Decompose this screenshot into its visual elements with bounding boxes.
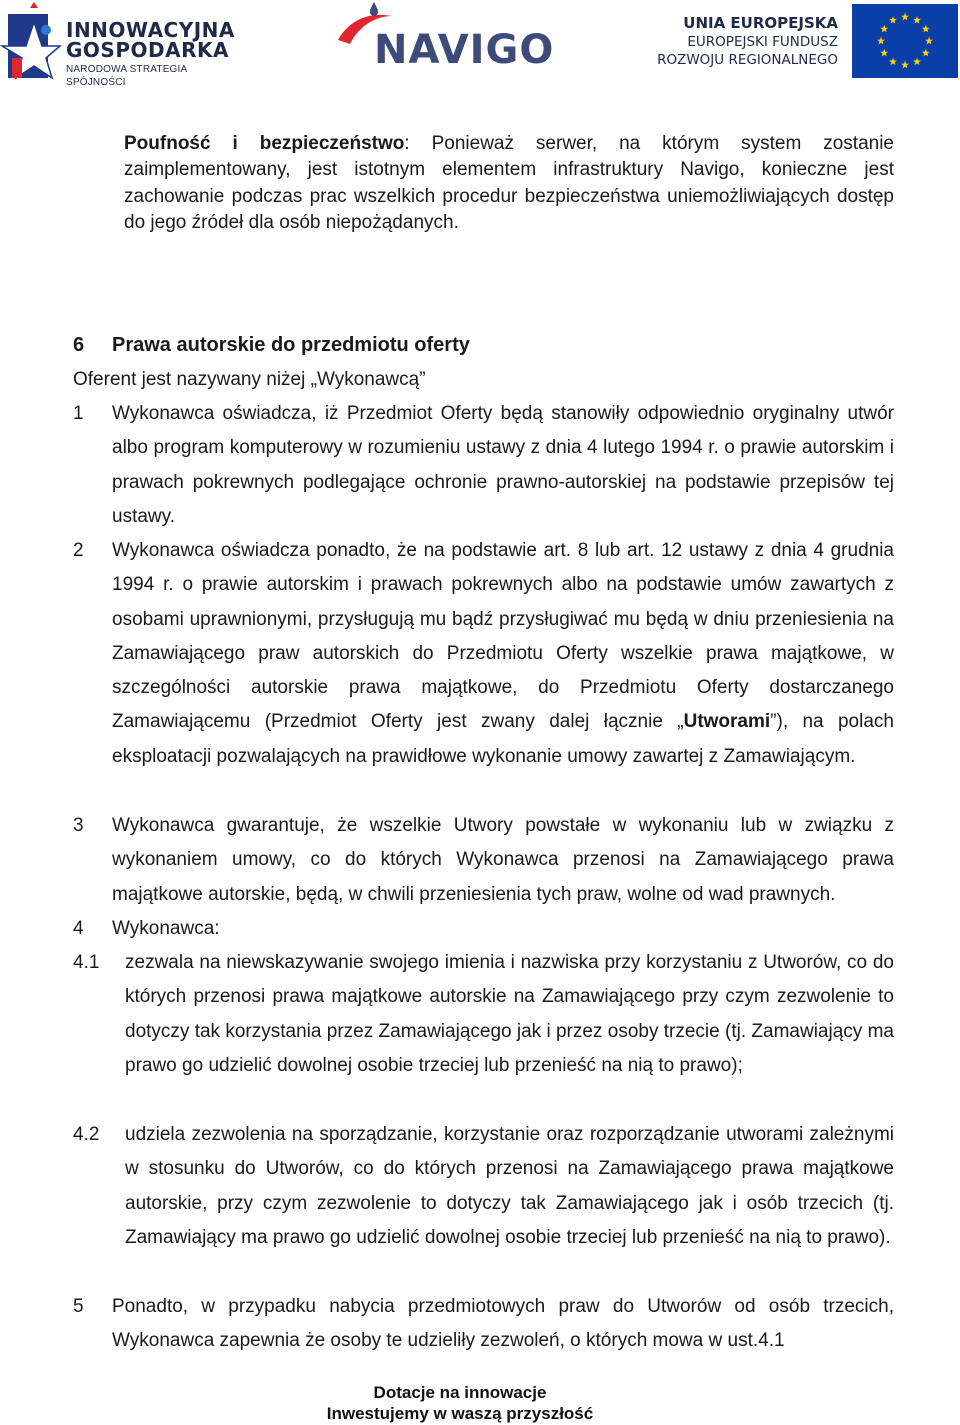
section-heading — [73, 332, 470, 358]
logo-line-fundusz: EUROPEJSKI FUNDUSZ — [687, 34, 838, 50]
intro-bold-lead: Poufność i bezpieczeństwo — [124, 133, 405, 154]
logo-line-rozwoju: ROZWOJU REGIONALNEGO — [657, 52, 838, 68]
section-lead: Oferent jest nazywany niżej „Wykonawcą” — [73, 369, 426, 390]
list-item-number: 5 — [73, 1296, 84, 1317]
footer-line-dotacje: Dotacje na innowacje — [373, 1383, 547, 1402]
list-item-number: 4 — [73, 918, 84, 939]
logo-line-unia: UNIA EUROPEJSKA — [683, 14, 838, 32]
list-item-number: 4.2 — [73, 1124, 100, 1145]
list-item-text: Wykonawca: — [112, 918, 220, 939]
list-item-text: Ponadto, w przypadku nabycia przedmiotowych praw do Utworów od osób trzecich, Wykonawca zapewnia że osoby te udzieliły zezwoleń, o których mowa w ust.4.1 — [112, 1296, 894, 1352]
section-title: Prawa autorskie do przedmiotu oferty — [112, 334, 470, 356]
footer-line-inwestujemy: Inwestujemy w waszą przyszłość — [326, 1404, 594, 1423]
innowacyjna-gospodarka-logo — [0, 0, 240, 88]
logo-line-innowacyjna: INNOWACYJNA — [66, 18, 235, 42]
list-item-bold-term: Utworami — [683, 711, 771, 733]
page-footer — [0, 1382, 920, 1424]
eu-flag-icon — [852, 4, 958, 78]
list-item-text-a: Wykonawca oświadcza ponadto, że na podstawie art. 8 lub art. 12 ustawy z dnia 4 grudnia 1994 r. o prawie autorskim i prawach pokrewnych albo na podstawie umów zawartych z osobami uprawnionymi, przysługują mu bądź przysługiwać mu będą w dniu przeniesienia na Zamawiającego praw autorskich do Przedmiotu Oferty wszelkie prawa majątkowe, w szczególności autorskie prawa majątkowe, do Przedmiotu Oferty dostarczanego Zamawiającemu (Przedmiot Oferty jest zwany dalej łącznie „ — [112, 540, 894, 733]
list-item-text: Wykonawca gwarantuje, że wszelkie Utwory powstałe w wykonaniu lub w związku z wykonaniem umowy, co do których Wykonawca przenosi na Zamawiającego prawa majątkowe autorskie, będą, w chwili przeniesienia tych praw, wolne od wad prawnych. — [112, 815, 894, 905]
list-item-text — [112, 534, 894, 774]
section-number: 6 — [73, 334, 85, 356]
eu-fund-logo — [640, 0, 960, 82]
list-item-number: 3 — [73, 815, 84, 836]
intro-paragraph — [124, 131, 894, 236]
intro-text: : Ponieważ serwer, na którym system zostanie zaimplementowany, jest istotnym elementem infrastruktury Navigo, konieczne jest zachowanie podczas prac wszelkich procedur bezpieczeństwa uniemożliwiających dostęp do jego źródeł dla osób niepożądanych. — [124, 133, 894, 233]
navigo-wordmark: NAVIGO — [374, 27, 555, 73]
list-item-number: 1 — [73, 403, 84, 424]
list-item-text: zezwala na niewskazywanie swojego imienia i nazwiska przy korzystaniu z Utworów, co do których przenosi prawa majątkowe autorskie na Zamawiającego przy czym zezwolenie to dotyczy tak korzystania przez Zamawiającego jak i przez osoby trzecie (tj. Zamawiający ma prawo go udzielić dowolnej osobie trzeciej lub przenieść na nią to prawo); — [125, 952, 894, 1076]
list-item-text-b: ”), na polach eksploatacji pozwalających na prawidłowe wykonanie umowy zawartej z Zamawiającym. — [112, 711, 894, 767]
star-emblem-icon — [0, 0, 62, 82]
list-item-text: udziela zezwolenia na sporządzanie, korzystanie oraz rozporządzanie utworami zależnymi w stosunku do Utworów, co do których przenosi na Zamawiającego prawa majątkowe autorskie, przy czym zezwolenie to dotyczy tak Zamawiającego jak i osób trzecich (tj. Zamawiający ma prawo go udzielić dowolnej osobie trzeciej lub przenieść na nią to prawo). — [125, 1124, 894, 1248]
navigo-logo — [330, 0, 560, 78]
list-item-text: Wykonawca oświadcza, iż Przedmiot Oferty będą stanowiły odpowiednio oryginalny utwór albo program komputerowy w rozumieniu ustawy z dnia 4 lutego 1994 r. o prawie autorskim i prawach pokrewnych podlegające ochronie prawno-autorskiej na podstawie przepisów tej ustawy. — [112, 403, 894, 527]
logo-line-gospodarka: GOSPODARKA — [66, 38, 229, 62]
list-item-number: 2 — [73, 540, 84, 561]
logo-line-strategia: NARODOWA STRATEGIA SPÓJNOŚCI — [66, 64, 187, 88]
list-item-number: 4.1 — [73, 952, 100, 973]
